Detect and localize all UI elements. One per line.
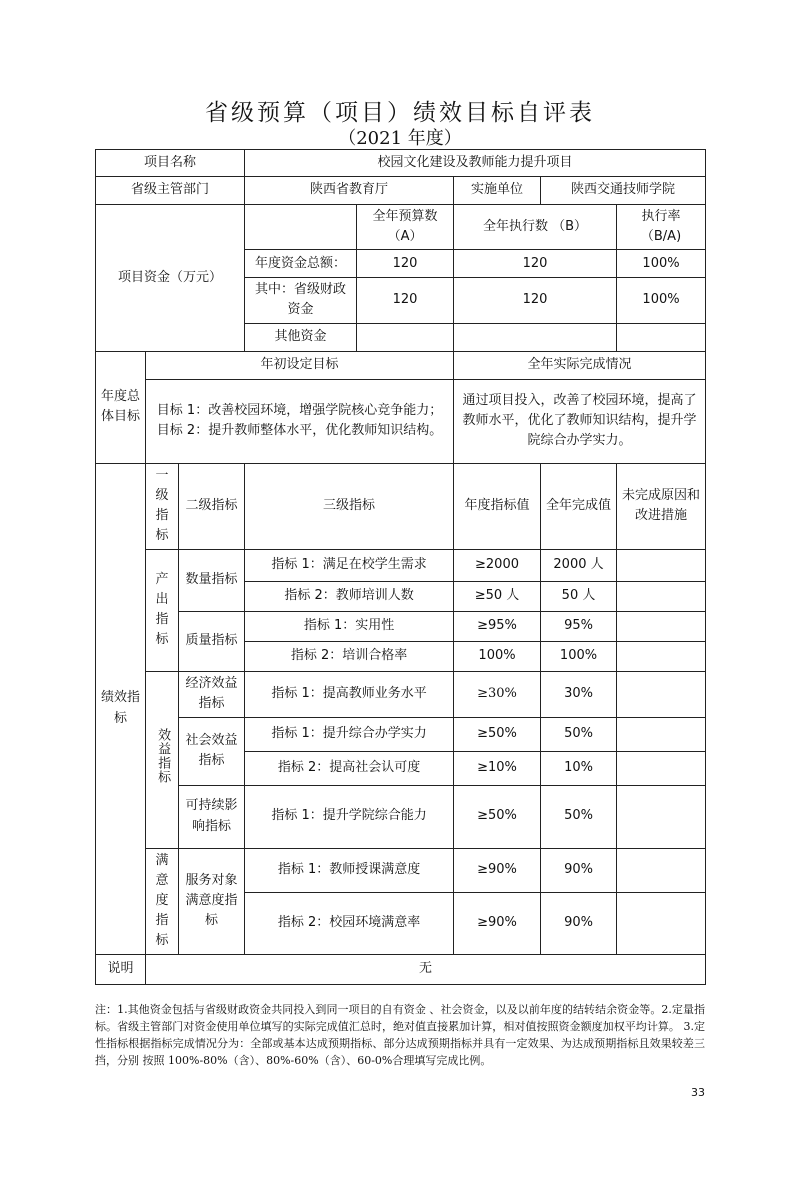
project-name-label: 项目名称 (96, 150, 245, 177)
perf-col-target: 年度指标值 (454, 463, 541, 549)
quantity-indicator-label: 数量指标 (179, 549, 245, 611)
indicator-target: ≥90% (454, 892, 541, 954)
project-name-value: 校园文化建设及教师能力提升项目 (245, 150, 706, 177)
effect-indicator-label (146, 671, 179, 848)
department-row (96, 177, 706, 205)
funds-label: 项目资金（万元） (96, 205, 245, 352)
funds-exec-value: 120 (454, 278, 617, 323)
funds-budget-value: 120 (357, 278, 454, 323)
indicator-row (96, 785, 706, 848)
indicator-name: 指标 1：提升学院综合能力 (245, 785, 454, 848)
effect-indicator-text: 效益指标 (155, 727, 171, 784)
funds-col-rate: 执行率（B/A) (617, 205, 706, 250)
satisfaction-indicator-label: 满意度指标 (146, 848, 179, 954)
impl-unit-label: 实施单位 (454, 177, 541, 205)
indicator-reason (617, 751, 706, 785)
goal-set-line1: 目标 1：改善校园环境，增强学院核心竞争能力； (156, 402, 443, 418)
funds-rate-value: 100% (617, 250, 706, 278)
funds-col-exec: 全年执行数 （B） (454, 205, 617, 250)
performance-label: 绩效指标 (96, 463, 146, 954)
annual-goal-label: 年度总体目标 (96, 351, 146, 463)
year-subtitle: （2021 年度） (338, 128, 462, 149)
indicator-actual: 2000 人 (541, 549, 617, 581)
indicator-name: 指标 1：提升综合办学实力 (245, 717, 454, 751)
indicator-name: 指标 2：校园环境满意率 (245, 892, 454, 954)
goal-header-row (96, 351, 706, 379)
funds-budget-value (357, 323, 454, 351)
funds-header-row (96, 205, 706, 250)
impl-unit-value: 陕西交通技师学院 (541, 177, 706, 205)
indicator-actual: 50% (541, 785, 617, 848)
dept-value: 陕西省教育厅 (245, 177, 454, 205)
indicator-reason (617, 892, 706, 954)
indicator-reason (617, 717, 706, 751)
indicator-actual: 100% (541, 641, 617, 671)
indicator-target: ≥90% (454, 848, 541, 892)
indicator-actual: 50% (541, 717, 617, 751)
sustain-indicator-label: 可持续影响指标 (179, 785, 245, 848)
funds-row-label: 其中：省级财政资金 (245, 278, 357, 323)
social-indicator-label: 社会效益指标 (179, 717, 245, 785)
indicator-name: 指标 2：提高社会认可度 (245, 751, 454, 785)
funds-budget-value: 120 (357, 250, 454, 278)
perf-header-row (96, 463, 706, 549)
indicator-reason (617, 641, 706, 671)
indicator-name: 指标 1：提高教师业务水平 (245, 671, 454, 717)
perf-col-level1: 一级指标 (146, 463, 179, 549)
indicator-reason (617, 848, 706, 892)
indicator-reason (617, 581, 706, 611)
indicator-target: 100% (454, 641, 541, 671)
funds-exec-value (454, 323, 617, 351)
indicator-reason (617, 611, 706, 641)
indicator-row (96, 549, 706, 581)
funds-rate-value (617, 323, 706, 351)
indicator-actual: 10% (541, 751, 617, 785)
goal-col-set: 年初设定目标 (146, 351, 454, 379)
indicator-row (96, 611, 706, 641)
indicator-actual: 95% (541, 611, 617, 641)
indicator-target: ≥50% (454, 717, 541, 751)
indicator-name: 指标 2：培训合格率 (245, 641, 454, 671)
indicator-actual: 90% (541, 892, 617, 954)
indicator-row (96, 848, 706, 892)
indicator-target: ≥95% (454, 611, 541, 641)
page-number: 33 (691, 1086, 705, 1099)
goal-content-row (96, 379, 706, 463)
perf-col-level3: 三级指标 (245, 463, 454, 549)
goal-col-actual: 全年实际完成情况 (454, 351, 706, 379)
indicator-target: ≥50% (454, 785, 541, 848)
project-name-row (96, 150, 706, 177)
indicator-name: 指标 2：教师培训人数 (245, 581, 454, 611)
dept-label: 省级主管部门 (96, 177, 245, 205)
service-indicator-label: 服务对象满意度指标 (179, 848, 245, 954)
evaluation-table (95, 149, 706, 985)
indicator-target: ≥30% (454, 671, 541, 717)
indicator-actual: 90% (541, 848, 617, 892)
indicator-reason (617, 671, 706, 717)
quality-indicator-label: 质量指标 (179, 611, 245, 671)
goal-actual-text: 通过项目投入，改善了校园环境，提高了教师水平，优化了教师知识结构，提升学院综合办学实力。 (454, 379, 706, 463)
indicator-target: ≥2000 (454, 549, 541, 581)
indicator-target: ≥50 人 (454, 581, 541, 611)
output-indicator-label: 产出指标 (146, 549, 179, 671)
indicator-target: ≥10% (454, 751, 541, 785)
remark-value: 无 (146, 954, 706, 984)
indicator-reason (617, 549, 706, 581)
indicator-actual: 30% (541, 671, 617, 717)
remark-row (96, 954, 706, 984)
goal-set-text (146, 379, 454, 463)
remark-label: 说明 (96, 954, 146, 984)
indicator-reason (617, 785, 706, 848)
indicator-name: 指标 1：实用性 (245, 611, 454, 641)
funds-exec-value: 120 (454, 250, 617, 278)
indicator-name: 指标 1：满足在校学生需求 (245, 549, 454, 581)
indicator-name: 指标 1：教师授课满意度 (245, 848, 454, 892)
indicator-actual: 50 人 (541, 581, 617, 611)
footnotes: 注：1.其他资金包括与省级财政资金共同投入到同一项目的自有资金 、社会资金，以及以前年度的结转结余资金等。2.定量指标。省级主管部门对资金使用单位填写的实际完成值汇总时，绝对值直接累加计算，相对值按照资金额度加权平均计算。 3.定性指标根据指标完成情况分为：全部或基本达成预期指标、部分达成预期指标并具有一定效果、为达成预期指标且效果较差三挡，分别 按照 100%-80%（含）、80%-60%（含）、60-0%合理填写完成比例。 (95, 1003, 705, 1067)
page-title: 省级预算（项目）绩效目标自评表 (205, 100, 595, 126)
economic-indicator-label: 经济效益指标 (179, 671, 245, 717)
funds-row-label: 其他资金 (245, 323, 357, 351)
funds-rate-value: 100% (617, 278, 706, 323)
funds-row-label: 年度资金总额： (245, 250, 357, 278)
indicator-row (96, 717, 706, 751)
perf-col-reason: 未完成原因和改进措施 (617, 463, 706, 549)
goal-set-line2: 目标 2：提升教师整体水平，优化教师知识结构。 (156, 423, 443, 439)
indicator-row (96, 671, 706, 717)
funds-col-budget: 全年预算数（A） (357, 205, 454, 250)
perf-col-level2: 二级指标 (179, 463, 245, 549)
perf-col-actual: 全年完成值 (541, 463, 617, 549)
funds-blank-cell (245, 205, 357, 250)
